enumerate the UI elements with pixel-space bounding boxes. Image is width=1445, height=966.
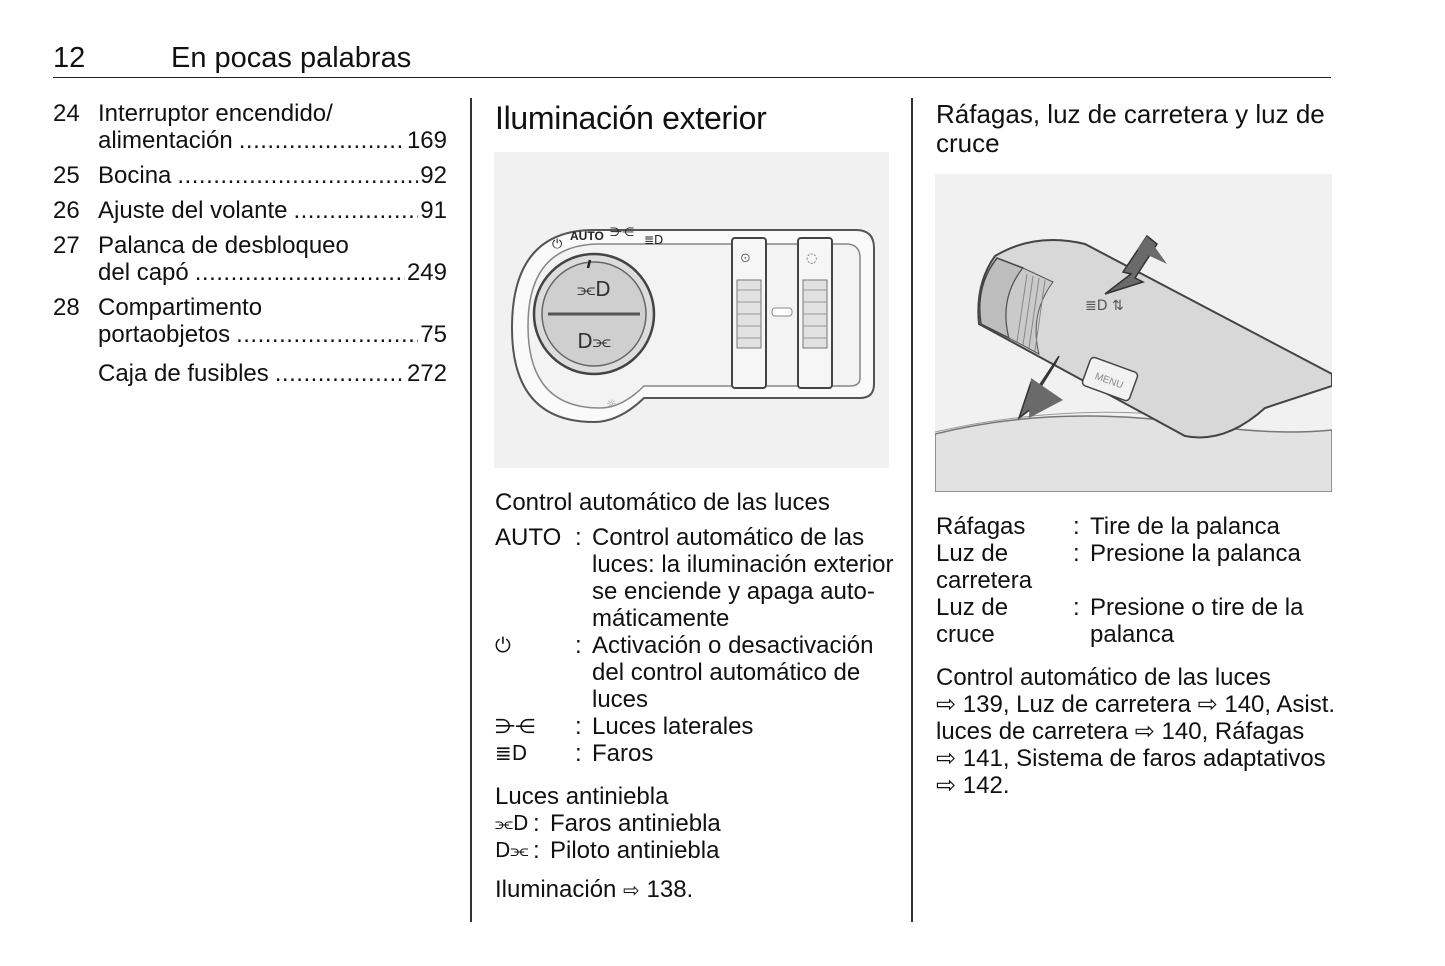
page-header [53,40,1331,78]
index-label: Compartimento [98,294,263,321]
lighting-reference [495,876,693,904]
index-label: alimentación [98,127,233,154]
beam-definitions [936,513,1336,648]
index-line [98,100,447,127]
index-line [98,259,447,286]
index-page: 249 [406,259,447,286]
page-title: En pocas palabras [171,42,412,74]
index-line [98,232,447,259]
definition-term: Luz de carretera [936,540,1033,594]
index-line [98,197,447,224]
index-label: del capó [98,259,189,286]
leader-dots [195,259,405,286]
definition-term: Ráfagas [936,513,1026,540]
power-icon: ⏻ [495,633,511,657]
reference-page: 138. [646,876,694,903]
index-entry [53,197,447,224]
rear-fog-icon: D⫘ [495,838,529,862]
separator: : [1073,594,1080,621]
definition-row [936,540,1336,594]
stalk-figure [935,174,1332,492]
separator: : [533,810,540,837]
index-text [98,100,447,154]
separator: : [1073,513,1080,540]
fog-lights-title: Luces antiniebla [495,783,669,810]
svg-text:◌: ◌ [806,251,818,266]
page-number: 12 [53,42,86,74]
svg-text:⏻: ⏻ [552,237,563,252]
index-label: Ajuste del volante [98,197,288,224]
index-label: Palanca de desbloqueo [98,232,349,259]
cross-references [936,664,1336,799]
index-label: portaobjetos [98,321,231,348]
index-text [98,232,447,286]
definition-text: Faros antiniebla [550,810,721,837]
index-page: 75 [420,321,447,348]
separator: : [575,632,582,659]
index-text [98,162,447,189]
reference-line: ⇨ 141, Sistema de faros adaptativos [936,745,1326,772]
index-number: 28 [53,294,80,321]
definition-row [495,524,895,632]
fog-light-definitions [495,810,895,864]
svg-text:⋺⋲: ⋺⋲ [610,225,634,239]
index-number: 27 [53,232,80,259]
definition-text: Presione la palanca [1090,540,1301,567]
definition-row [495,713,895,740]
separator: : [575,524,582,551]
auto-light-subheading: Control automático de las luces [495,489,830,516]
definition-row [495,740,895,767]
front-fog-icon: ⫘D [495,811,529,835]
definition-term: AUTO [495,524,562,551]
definition-text: Luces laterales [592,713,754,740]
index-text [98,197,447,224]
reference-line: ⇨ 139, Luz de carretera ⇨ 140, Asist. [936,691,1336,718]
index-entry [53,232,447,286]
index-entry [53,294,447,348]
definition-row [936,594,1336,648]
leader-dots [275,360,405,387]
index-label: Interruptor encendido/ [98,100,333,127]
svg-text:≣D: ≣D [644,233,664,247]
separator: : [533,837,540,864]
definition-row [495,837,895,864]
index-page: 92 [420,162,447,189]
front-fog-symbol: ⫘D [577,277,611,301]
column-divider [911,98,913,922]
definition-text: Presione o tire de la palanca [1090,594,1304,648]
svg-text:≣D ⇅: ≣D ⇅ [1085,298,1124,314]
index-number: 26 [53,197,80,224]
reference-line: ⇨ 142. [936,772,1010,799]
leader-dots [239,127,405,154]
section-heading: Iluminación exterior [495,100,767,136]
reference-line: luces de carretera ⇨ 140, Ráfagas [936,718,1305,745]
definition-text: Control automático de las luces: la iluminación exterior se enciende y apaga auto-máticamente [592,524,894,632]
definition-row [936,513,1336,540]
leader-dots [293,197,418,224]
index-number: 24 [53,100,80,127]
index-line [98,321,447,348]
index-line [98,127,447,154]
index-entry [53,162,447,189]
definition-row [495,632,895,713]
index-list [53,100,447,395]
reference-line: Control automático de las luces [936,664,1271,691]
index-page: 272 [406,360,447,387]
separator: : [575,713,582,740]
light-control-definitions [495,524,895,767]
leader-dots [236,321,418,348]
index-line [98,294,447,321]
index-entry [53,100,447,154]
light-switch-figure [494,152,889,468]
reference-label: Iluminación [495,876,617,903]
section-heading: Ráfagas, luz de carretera y luz de cruce [936,99,1325,158]
definition-text: Faros [592,740,654,767]
definition-row [495,810,895,837]
definition-text: Activación o desactivación del control automático de luces [592,632,874,713]
index-label: Bocina [98,162,172,189]
index-text [98,360,447,387]
index-entry [53,360,447,387]
separator: : [575,740,582,767]
definition-text: Piloto antiniebla [550,837,720,864]
page-arrow-icon: ⇨ [623,878,640,902]
leader-dots [177,162,418,189]
menu-button-label: MENU [1093,371,1125,392]
index-text [98,294,447,348]
column-divider [470,98,472,922]
definition-term: Luz de cruce [936,594,1009,648]
index-page: 91 [420,197,447,224]
index-page: 169 [406,127,447,154]
headlights-icon: ≣D [495,741,528,765]
index-line [98,360,447,387]
definition-text: Tire de la palanca [1090,513,1280,540]
svg-text:⊙: ⊙ [740,251,751,266]
sidelights-icon: ⋺⋲ [495,714,535,738]
separator: : [1073,540,1080,567]
index-label: Caja de fusibles [98,360,269,387]
index-line [98,162,447,189]
rear-fog-symbol: D⫘ [577,329,611,353]
auto-label: AUTO [570,229,604,243]
index-number: 25 [53,162,80,189]
turn-signal-stalk-illustration [935,174,1332,492]
svg-text:☼: ☼ [606,397,617,411]
light-switch-illustration [494,152,889,468]
